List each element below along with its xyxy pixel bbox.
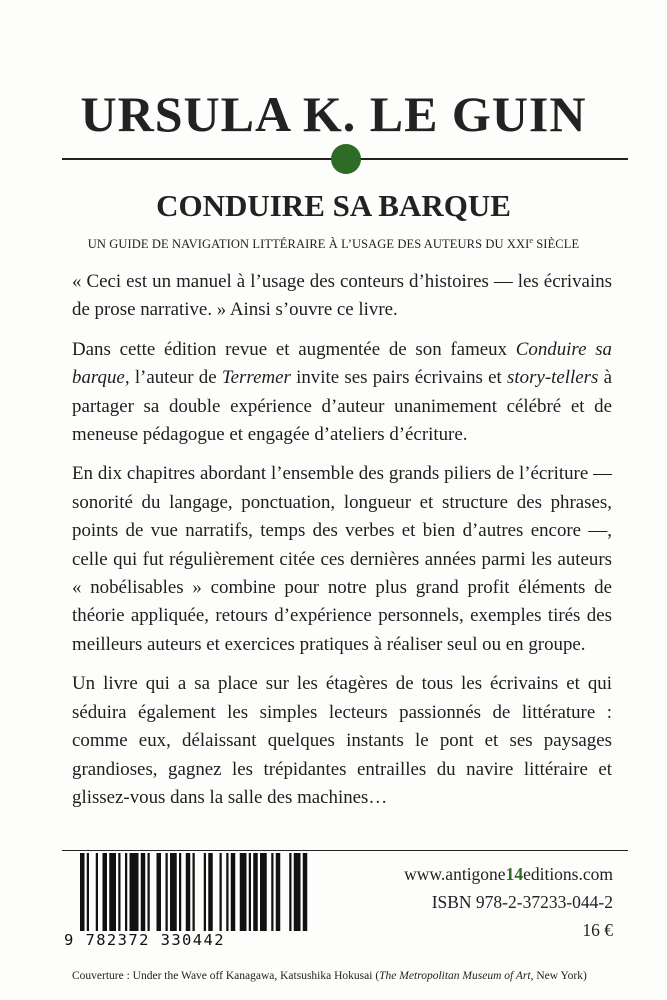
credit-text-a: Couverture : Under the Wave off Kanagawa, Katsushika Hokusai ( — [72, 970, 380, 982]
p2-italic-title: Conduire sa barque — [72, 338, 613, 389]
blurb-paragraph-4: Un livre qui a sa place sur les étagères de tous les écrivains et qui séduira également les simples lecteurs passionnés de littérature : comme eux, délaissant quelques instants le pont et ses paysages grandioses, gagnez les trépidantes entrailles du navire littéraire et glissez-vous dans la salle des machines… — [72, 673, 612, 808]
blurb-paragraph-2 — [72, 336, 612, 450]
bottom-divider — [62, 850, 628, 851]
blurb — [72, 268, 612, 823]
subtitle-superscript: e — [529, 236, 534, 245]
p2-italic-terremer: Terremer — [221, 367, 291, 389]
book-title: CONDUIRE SA BARQUE — [156, 188, 511, 223]
price: 16 € — [582, 920, 613, 940]
subtitle-end: SIÈCLE — [533, 237, 580, 252]
website-accent: 14 — [505, 864, 524, 884]
book-subtitle — [0, 233, 667, 252]
barcode — [64, 853, 312, 963]
green-dot-ornament — [331, 144, 361, 174]
subtitle-main: UN GUIDE DE NAVIGATION LITTÉRAIRE À L’USAGE DES AUTEURS DU XXI — [87, 237, 530, 252]
website-suffix: editions.com — [523, 864, 613, 884]
publisher-website — [404, 862, 613, 886]
p2-italic-storytellers: story-tellers — [507, 367, 599, 389]
isbn: ISBN 978-2-37233-044-2 — [431, 892, 613, 912]
website-prefix: www.antigone — [404, 864, 506, 884]
p2-text-g: à partager sa double expérience d’auteur unanimement célébré et de meneuse pédagogue et engagée d’ateliers d’écriture. — [72, 367, 612, 446]
credit-museum: The Metropolitan Museum of Art — [379, 970, 531, 982]
blurb-paragraph-3: En dix chapitres abordant l’ensemble des grands piliers de l’écriture — sonorité du langage, ponctuation, longueur et structure des phrases, points de vue narratifs, temps des verbes et bien d’autres encore —, celle qui fut régulièrement citée ces dernières années parmi les auteurs « nobélisables » combine pour notre plus grand profit éléments de théorie appliquée, retours d’expérience personnels, exemples tirés des meilleurs auteurs et exercices pratiques à réaliser seul ou en groupe. — [72, 463, 612, 655]
credit-text-c: , New York) — [530, 970, 587, 982]
blurb-paragraph-1: « Ceci est un manuel à l’usage des conteurs d’histoires — les écrivains de prose narrative. » Ainsi s’ouvre ce livre. — [72, 271, 612, 321]
barcode-number: 9 782372 330442 — [64, 931, 312, 949]
p2-text-c: , l’auteur de — [124, 367, 222, 389]
p2-text-e: invite ses pairs écrivains et — [290, 367, 508, 389]
p2-text-a: Dans cette édition revue et augmentée de son fameux — [72, 338, 516, 360]
author-name: URSULA K. LE GUIN — [80, 86, 587, 142]
cover-credit — [72, 969, 632, 983]
